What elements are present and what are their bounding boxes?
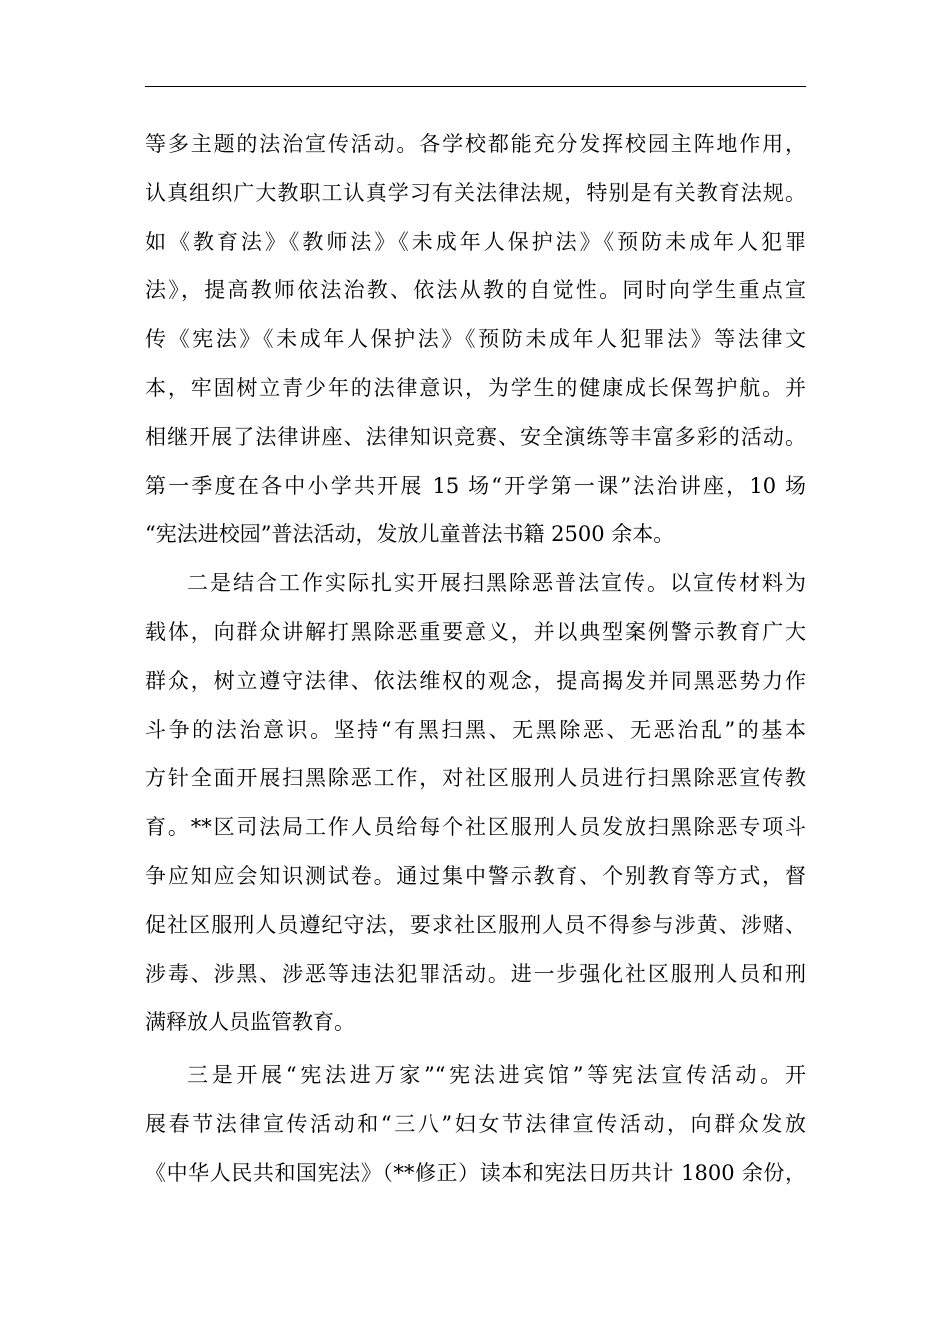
text-line: 育。**区司法局工作人员给每个社区服刑人员发放扫黑除恶专项斗 [145,815,806,840]
text-line: 斗争的法治意识。坚持“有黑扫黑、无黑除恶、无恶治乱”的基本 [145,717,806,742]
text-line: 争应知应会知识测试卷。通过集中警示教育、个别教育等方式，督 [145,863,806,888]
paragraph-school-legal-education [145,120,806,559]
text-line: 传《宪法》《未成年人保护法》《预防未成年人犯罪法》等法律文 [145,327,806,352]
text-line: 满释放人员监管教育。 [145,1010,355,1035]
text-line: 三是开展“宪法进万家”“宪法进宾馆”等宪法宣传活动。开 [187,1063,806,1088]
text-line: 《中华人民共和国宪法》（**修正）读本和宪法日历共计 1800 余份， [145,1160,806,1185]
text-line: 法》，提高教师依法治教、依法从教的自觉性。同时向学生重点宣 [145,278,806,303]
text-line: 等多主题的法治宣传活动。各学校都能充分发挥校园主阵地作用， [145,132,806,156]
text-line: 认真组织广大教职工认真学习有关法律法规，特别是有关教育法规。 [145,180,806,205]
document-body [145,120,806,1198]
text-line: 第一季度在各中小学共开展 15 场“开学第一课”法治讲座，10 场 [145,473,806,498]
paragraph-anti-gang-campaign [145,559,806,1047]
text-line: 载体，向群众讲解打黑除恶重要意义，并以典型案例警示教育广大 [145,619,806,644]
text-line: 本，牢固树立青少年的法律意识，为学生的健康成长保驾护航。并 [145,375,806,400]
paragraph-constitution-campaign [145,1051,806,1197]
text-line: 如《教育法》《教师法》《未成年人保护法》《预防未成年人犯罪 [145,229,806,254]
text-line: “宪法进校园”普法活动，发放儿童普法书籍 2500 余本。 [145,522,675,547]
text-line: 二是结合工作实际扎实开展扫黑除恶普法宣传。以宣传材料为 [187,571,806,596]
text-line: 涉毒、涉黑、涉恶等违法犯罪活动。进一步强化社区服刑人员和刑 [145,961,806,986]
text-line: 群众，树立遵守法律、依法维权的观念，提高揭发并同黑恶势力作 [145,668,806,693]
text-line: 展春节法律宣传活动和“三八”妇女节法律宣传活动，向群众发放 [145,1111,806,1136]
text-line: 相继开展了法律讲座、法律知识竞赛、安全演练等丰富多彩的活动。 [145,424,806,449]
header-rule [145,86,806,87]
text-line: 方针全面开展扫黑除恶工作，对社区服刑人员进行扫黑除恶宣传教 [145,766,806,791]
text-line: 促社区服刑人员遵纪守法，要求社区服刑人员不得参与涉黄、涉赌、 [145,912,806,937]
